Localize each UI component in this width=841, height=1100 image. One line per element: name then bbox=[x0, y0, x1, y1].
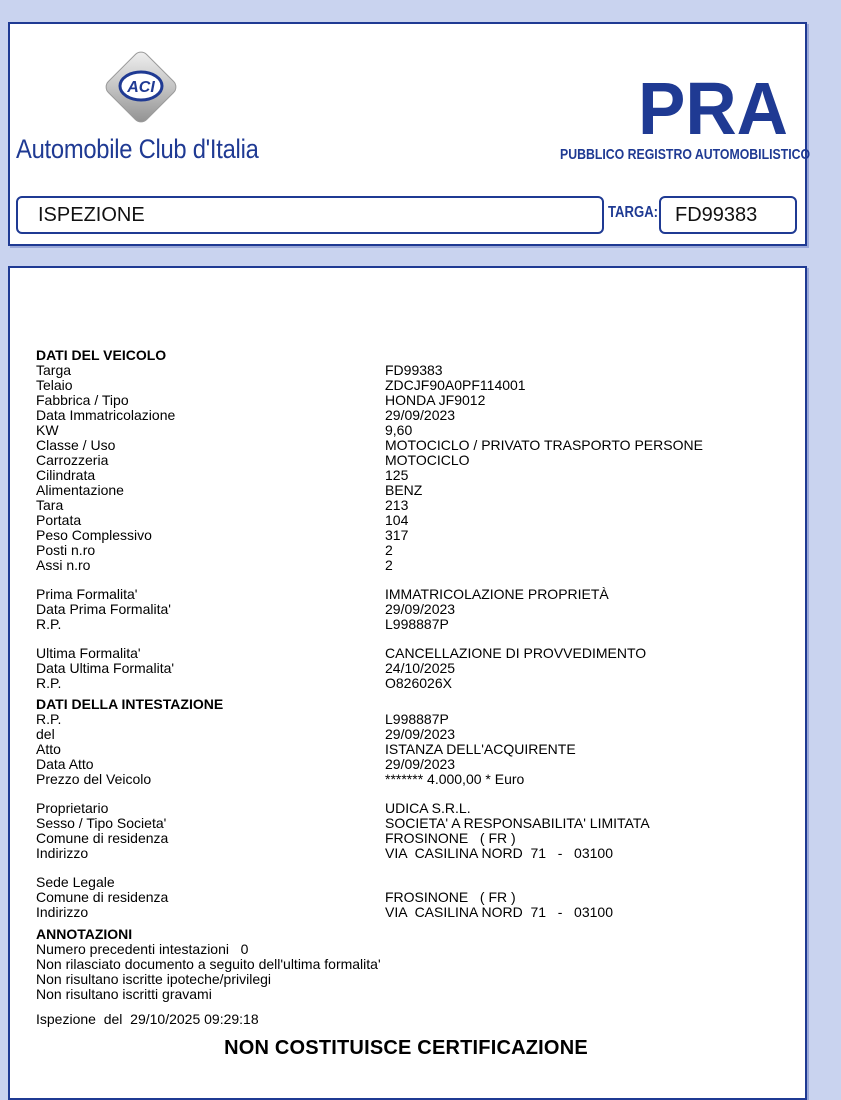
field-label: Fabbrica / Tipo bbox=[36, 392, 129, 408]
data-row bbox=[36, 498, 796, 513]
field-label: Prezzo del Veicolo bbox=[36, 771, 152, 787]
data-row bbox=[36, 727, 796, 742]
annotation-line: Numero precedenti intestazioni 0 bbox=[36, 941, 249, 957]
data-row bbox=[36, 831, 796, 846]
field-label: R.P. bbox=[36, 675, 62, 691]
field-value: 29/09/2023 bbox=[385, 601, 456, 617]
field-value: ZDCJF90A0PF114001 bbox=[385, 377, 526, 393]
field-label: KW bbox=[36, 422, 59, 438]
data-row bbox=[36, 363, 796, 378]
last-formality bbox=[36, 646, 796, 691]
field-label: Tara bbox=[36, 497, 64, 513]
field-value: CANCELLAZIONE DI PROVVEDIMENTO bbox=[385, 645, 647, 661]
data-row bbox=[36, 875, 796, 890]
data-row bbox=[36, 676, 796, 691]
field-value: ******* 4.000,00 * Euro bbox=[385, 771, 525, 787]
data-row bbox=[36, 438, 796, 453]
first-formality bbox=[36, 587, 796, 632]
field-label: Data Ultima Formalita' bbox=[36, 660, 175, 676]
field-label: Indirizzo bbox=[36, 904, 89, 920]
targa-box bbox=[659, 196, 797, 234]
data-row bbox=[36, 772, 796, 787]
annotation-line: Non risultano iscritti gravami bbox=[36, 986, 212, 1002]
field-value: 2 bbox=[385, 542, 393, 558]
field-label: Portata bbox=[36, 512, 82, 528]
data-row bbox=[36, 602, 796, 617]
vehicle-data bbox=[36, 363, 796, 573]
field-value: MOTOCICLO / PRIVATO TRASPORTO PERSONE bbox=[385, 437, 703, 453]
data-row bbox=[36, 816, 796, 831]
annotation-line: Non rilasciato documento a seguito dell'ultima formalita' bbox=[36, 956, 381, 972]
field-label: Data Atto bbox=[36, 756, 94, 772]
data-row bbox=[36, 528, 796, 543]
pra-logo bbox=[638, 72, 790, 142]
field-value: L998887P bbox=[385, 616, 449, 632]
data-row bbox=[36, 846, 796, 861]
field-value: VIA CASILINA NORD 71 - 03100 bbox=[385, 845, 613, 861]
data-row bbox=[36, 905, 796, 920]
field-value: 24/10/2025 bbox=[385, 660, 456, 676]
field-label: Alimentazione bbox=[36, 482, 124, 498]
owner-data bbox=[36, 801, 796, 861]
field-label: Telaio bbox=[36, 377, 73, 393]
field-label: Carrozzeria bbox=[36, 452, 109, 468]
field-value: SOCIETA' A RESPONSABILITA' LIMITATA bbox=[385, 815, 650, 831]
field-value: 125 bbox=[385, 467, 409, 483]
field-label: Peso Complessivo bbox=[36, 527, 152, 543]
data-row bbox=[36, 646, 796, 661]
data-row bbox=[36, 587, 796, 602]
field-value: 29/09/2023 bbox=[385, 756, 456, 772]
data-row bbox=[36, 712, 796, 727]
field-label: Sesso / Tipo Societa' bbox=[36, 815, 167, 831]
data-row bbox=[36, 468, 796, 483]
data-row bbox=[36, 408, 796, 423]
field-label: Indirizzo bbox=[36, 845, 89, 861]
field-label: Assi n.ro bbox=[36, 557, 91, 573]
field-label: Comune di residenza bbox=[36, 889, 169, 905]
data-row bbox=[36, 661, 796, 676]
header-panel bbox=[8, 22, 811, 246]
data-row bbox=[36, 453, 796, 468]
data-row bbox=[36, 483, 796, 498]
data-row bbox=[36, 742, 796, 757]
field-label: Ultima Formalita' bbox=[36, 645, 141, 661]
targa-label: TARGA: bbox=[608, 204, 659, 221]
aci-logo-text: ACI bbox=[127, 79, 155, 96]
field-label: Data Immatricolazione bbox=[36, 407, 176, 423]
registration-data bbox=[36, 712, 796, 787]
pra-logo-text: PRA bbox=[638, 72, 788, 142]
data-row bbox=[36, 801, 796, 816]
field-value: L998887P bbox=[385, 711, 449, 727]
field-label: R.P. bbox=[36, 616, 62, 632]
field-value: MOTOCICLO bbox=[385, 452, 470, 468]
registration-section-title: DATI DELLA INTESTAZIONE bbox=[36, 696, 224, 712]
field-value: BENZ bbox=[385, 482, 423, 498]
field-label: Cilindrata bbox=[36, 467, 96, 483]
field-label: Sede Legale bbox=[36, 874, 115, 890]
disclaimer: NON COSTITUISCE CERTIFICAZIONE bbox=[224, 1037, 588, 1059]
field-label: Prima Formalita' bbox=[36, 586, 138, 602]
data-row bbox=[36, 543, 796, 558]
document-type-box bbox=[16, 196, 604, 234]
field-value: 213 bbox=[385, 497, 409, 513]
document-type: ISPEZIONE bbox=[38, 204, 145, 226]
field-value: 29/09/2023 bbox=[385, 726, 456, 742]
field-value: UDICA S.R.L. bbox=[385, 800, 471, 816]
inspection-date: Ispezione del 29/10/2025 09:29:18 bbox=[36, 1011, 259, 1027]
data-row bbox=[36, 890, 796, 905]
field-value: FD99383 bbox=[385, 362, 443, 378]
data-row bbox=[36, 757, 796, 772]
field-label: Comune di residenza bbox=[36, 830, 169, 846]
targa-value: FD99383 bbox=[675, 204, 758, 226]
field-value: 317 bbox=[385, 527, 409, 543]
field-label: Atto bbox=[36, 741, 61, 757]
field-value: FROSINONE ( FR ) bbox=[385, 830, 516, 846]
aci-logo bbox=[96, 42, 186, 132]
field-label: del bbox=[36, 726, 55, 742]
vehicle-section-title: DATI DEL VEICOLO bbox=[36, 347, 167, 363]
annotations bbox=[36, 942, 796, 1002]
field-label: Data Prima Formalita' bbox=[36, 601, 171, 617]
data-row bbox=[36, 558, 796, 573]
field-label: Proprietario bbox=[36, 800, 109, 816]
data-row bbox=[36, 513, 796, 528]
field-value: VIA CASILINA NORD 71 - 03100 bbox=[385, 904, 613, 920]
field-value: 9,60 bbox=[385, 422, 413, 438]
annotations-title: ANNOTAZIONI bbox=[36, 926, 133, 942]
field-label: Posti n.ro bbox=[36, 542, 96, 558]
aci-name: Automobile Club d'Italia bbox=[16, 134, 259, 164]
field-label: Targa bbox=[36, 362, 72, 378]
pra-name: PUBBLICO REGISTRO AUTOMOBILISTICO bbox=[560, 146, 811, 163]
field-value: 104 bbox=[385, 512, 409, 528]
inspection-document bbox=[8, 266, 807, 1100]
field-value: HONDA JF9012 bbox=[385, 392, 486, 408]
data-row bbox=[36, 423, 796, 438]
field-value: ISTANZA DELL'ACQUIRENTE bbox=[385, 741, 576, 757]
field-label: R.P. bbox=[36, 711, 62, 727]
data-row bbox=[36, 393, 796, 408]
field-value: 29/09/2023 bbox=[385, 407, 456, 423]
field-value: FROSINONE ( FR ) bbox=[385, 889, 516, 905]
field-label: Classe / Uso bbox=[36, 437, 116, 453]
field-value: 2 bbox=[385, 557, 393, 573]
annotation-line: Non risultano iscritte ipoteche/privilegi bbox=[36, 971, 271, 987]
legal-seat-data bbox=[36, 875, 796, 920]
data-row bbox=[36, 617, 796, 632]
data-row bbox=[36, 378, 796, 393]
document-content bbox=[36, 348, 796, 1060]
field-value: IMMATRICOLAZIONE PROPRIETÀ bbox=[385, 586, 609, 602]
field-value: O826026X bbox=[385, 675, 452, 691]
